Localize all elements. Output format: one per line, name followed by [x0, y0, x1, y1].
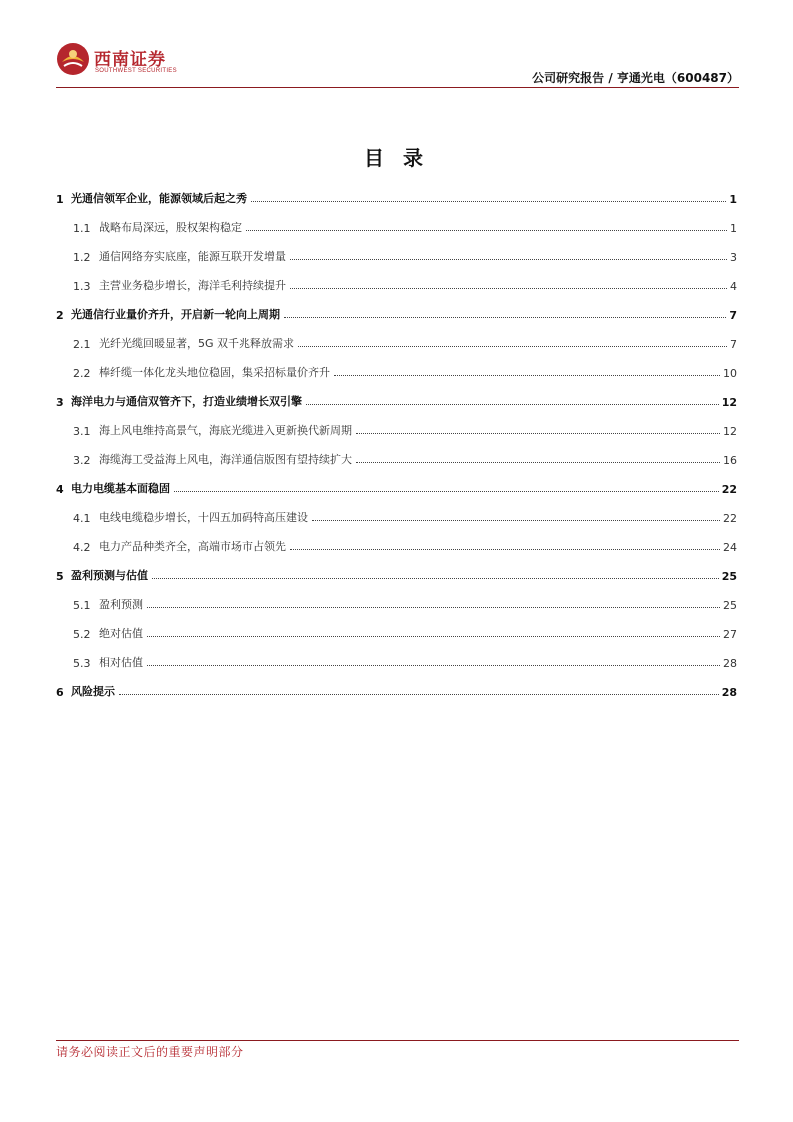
toc-leader-dots: [356, 462, 720, 463]
toc-entry[interactable]: [56, 532, 737, 554]
toc-leader-dots: [306, 404, 719, 405]
toc-entry-page: 4: [730, 280, 737, 293]
toc-entry-title: 电力电缆基本面稳固: [71, 482, 170, 495]
toc-entry-title: 光通信领军企业，能源领域后起之秀: [71, 192, 247, 205]
toc-entry-number: 4.1: [73, 512, 91, 525]
toc-entry[interactable]: [56, 416, 737, 438]
footer-divider: [56, 1040, 739, 1041]
toc-entry-title: 盈利预测与估值: [71, 569, 148, 582]
toc-leader-dots: [290, 259, 727, 260]
toc-entry[interactable]: [56, 213, 737, 235]
toc-entry[interactable]: [56, 677, 737, 699]
toc-entry-page: 16: [723, 454, 737, 467]
toc-entry-number: 3.1: [73, 425, 91, 438]
toc-entry[interactable]: [56, 358, 737, 380]
toc-entry-number: 5.2: [73, 628, 91, 641]
toc-entry-title: 光通信行业量价齐升，开启新一轮向上周期: [71, 308, 280, 321]
toc-leader-dots: [290, 288, 727, 289]
toc-entry-number: 4: [56, 483, 64, 496]
toc-entry-title: 海上风电维持高景气，海底光缆进入更新换代新周期: [99, 424, 352, 437]
toc-entry-number: 2: [56, 309, 64, 322]
header-divider: [56, 87, 739, 88]
toc-entry[interactable]: [56, 445, 737, 467]
toc-leader-dots: [356, 433, 720, 434]
toc-entry-number: 1: [56, 193, 64, 206]
toc-entry-title: 盈利预测: [99, 598, 143, 611]
toc-entry-title: 相对估值: [99, 656, 143, 669]
toc-entry-title: 风险提示: [71, 685, 115, 698]
toc-entry-page: 27: [723, 628, 737, 641]
toc-entry[interactable]: [56, 329, 737, 351]
report-label: 公司研究报告 / 亨通光电（600487）: [532, 71, 739, 85]
toc-leader-dots: [334, 375, 720, 376]
toc-leader-dots: [284, 317, 726, 318]
toc-entry-page: 7: [730, 338, 737, 351]
toc-entry[interactable]: [56, 271, 737, 293]
company-logo: [56, 40, 196, 84]
toc-entry-page: 25: [723, 599, 737, 612]
toc-entry-number: 3.2: [73, 454, 91, 467]
toc-entry-number: 5: [56, 570, 64, 583]
toc-entry-title: 棒纤缆一体化龙头地位稳固，集采招标量价齐升: [99, 366, 330, 379]
toc-entry-number: 2.1: [73, 338, 91, 351]
toc-entry-title: 电力产品种类齐全，高端市场市占领先: [99, 540, 286, 553]
toc-entry[interactable]: [56, 648, 737, 670]
toc-entry[interactable]: [56, 387, 737, 409]
toc-entry[interactable]: [56, 590, 737, 612]
toc-entry-page: 1: [729, 193, 737, 206]
toc-entry-page: 12: [721, 396, 737, 409]
toc-entry-number: 4.2: [73, 541, 91, 554]
toc-entry-number: 1.1: [73, 222, 91, 235]
toc-entry-number: 5.3: [73, 657, 91, 670]
toc-entry-title: 光纤光缆回暖显著，5G 双千兆释放需求: [99, 337, 295, 350]
toc-leader-dots: [312, 520, 720, 521]
toc-entry[interactable]: [56, 300, 737, 322]
toc-entry-page: 12: [723, 425, 737, 438]
footer-disclaimer: 请务必阅读正文后的重要声明部分: [56, 1045, 244, 1059]
logo-english-name: SOUTHWEST SECURITIES: [95, 68, 177, 74]
toc-entry-page: 22: [721, 483, 737, 496]
toc-entry-page: 10: [723, 367, 737, 380]
toc-leader-dots: [119, 694, 719, 695]
toc-leader-dots: [147, 665, 720, 666]
toc-entry-page: 24: [723, 541, 737, 554]
toc-entry-title: 主营业务稳步增长，海洋毛利持续提升: [99, 279, 286, 292]
page-header: [56, 40, 739, 88]
toc-entry-page: 28: [723, 657, 737, 670]
toc-entry-page: 22: [723, 512, 737, 525]
toc-leader-dots: [147, 636, 720, 637]
toc-leader-dots: [147, 607, 720, 608]
logo-emblem-icon: [56, 42, 90, 76]
toc-leader-dots: [290, 549, 720, 550]
toc-entry-title: 海缆海工受益海上风电，海洋通信版图有望持续扩大: [99, 453, 352, 466]
toc-entry-number: 3: [56, 396, 64, 409]
toc-entry[interactable]: [56, 184, 737, 206]
toc-entry-page: 25: [721, 570, 737, 583]
toc-entry[interactable]: [56, 242, 737, 264]
toc-entry-page: 28: [721, 686, 737, 699]
toc-entry[interactable]: [56, 503, 737, 525]
toc-entry-number: 1.3: [73, 280, 91, 293]
toc-leader-dots: [298, 346, 727, 347]
toc-entry-title: 通信网络夯实底座，能源互联开发增量: [99, 250, 286, 263]
page-title: 目 录: [364, 146, 429, 170]
toc-entry-number: 6: [56, 686, 64, 699]
toc-entry[interactable]: [56, 474, 737, 496]
toc-entry-number: 1.2: [73, 251, 91, 264]
logo-chinese-name: 西南证券: [94, 50, 166, 70]
toc-entry[interactable]: [56, 561, 737, 583]
toc-leader-dots: [246, 230, 727, 231]
toc-entry-title: 战略布局深远，股权架构稳定: [99, 221, 242, 234]
toc-entry-page: 7: [729, 309, 737, 322]
toc-entry[interactable]: [56, 619, 737, 641]
toc-entry-page: 1: [730, 222, 737, 235]
toc-entry-title: 海洋电力与通信双管齐下，打造业绩增长双引擎: [71, 395, 302, 408]
toc-leader-dots: [152, 578, 719, 579]
toc-leader-dots: [251, 201, 726, 202]
toc-entry-page: 3: [730, 251, 737, 264]
toc-leader-dots: [174, 491, 719, 492]
toc-entry-number: 5.1: [73, 599, 91, 612]
toc-entry-title: 绝对估值: [99, 627, 143, 640]
toc-entry-title: 电线电缆稳步增长，十四五加码特高压建设: [99, 511, 308, 524]
toc-entry-number: 2.2: [73, 367, 91, 380]
